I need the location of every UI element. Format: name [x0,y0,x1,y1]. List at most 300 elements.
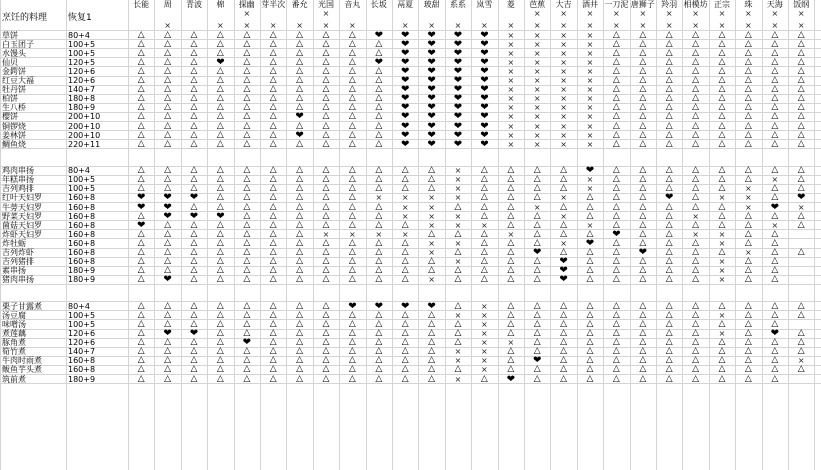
dish-name: 豚角煮 [2,338,26,348]
triangle-icon: △ [692,130,700,140]
triangle-icon: △ [322,30,330,40]
triangle-icon: △ [771,184,779,194]
triangle-icon: △ [428,338,436,348]
triangle-icon: △ [164,48,172,58]
triangle-icon: △ [164,30,172,40]
dish-name: 生八桥 [2,103,26,113]
triangle-icon: △ [718,374,726,384]
triangle-icon: △ [216,184,224,194]
cross-icon: × [454,175,462,185]
triangle-icon: △ [771,85,779,95]
cross-icon: × [586,220,594,230]
heart-icon: ❤ [401,121,410,131]
triangle-icon: △ [797,103,805,113]
empty-icon [366,9,392,18]
triangle-icon: △ [375,310,383,320]
triangle-icon: △ [322,94,330,104]
triangle-icon: △ [269,166,277,176]
triangle-icon: △ [507,257,515,267]
triangle-icon: △ [216,356,224,366]
triangle-icon: △ [322,175,330,185]
heart-icon: ❤ [453,85,463,95]
triangle-icon: △ [560,184,568,194]
triangle-icon: △ [718,202,726,212]
heart-icon: ❤ [585,166,595,176]
triangle-icon: △ [190,365,198,375]
triangle-icon: △ [137,112,145,122]
cross-icon: × [349,20,356,30]
triangle-icon: △ [348,57,356,67]
triangle-icon: △ [744,175,752,185]
triangle-icon: △ [216,329,224,338]
triangle-icon: △ [797,220,805,230]
cross-icon: × [507,130,515,140]
character-header: 大吉 [555,0,572,9]
triangle-icon: △ [137,39,145,49]
empty-icon [286,157,312,166]
triangle-icon: △ [533,211,541,221]
heart-icon: ❤ [348,301,357,311]
triangle-icon: △ [639,121,647,131]
triangle-icon: △ [348,338,356,348]
empty-icon [498,292,524,301]
triangle-icon: △ [797,248,805,258]
triangle-icon: △ [612,248,620,258]
triangle-icon: △ [401,248,409,258]
triangle-icon: △ [718,220,726,230]
character-header: 长能 [133,0,150,9]
triangle-icon: △ [348,85,356,95]
triangle-icon: △ [507,184,515,194]
heart-icon: ❤ [401,66,410,76]
triangle-icon: △ [190,257,198,267]
triangle-icon: △ [744,130,752,140]
triangle-icon: △ [243,94,251,104]
triangle-icon: △ [322,347,330,357]
triangle-icon: △ [375,248,383,258]
triangle-icon: △ [718,166,726,176]
triangle-icon: △ [771,76,779,86]
recover-value: 160+8 [68,193,96,203]
triangle-icon: △ [692,356,700,366]
cross-icon: × [560,112,567,122]
triangle-icon: △ [428,175,436,185]
triangle-icon: △ [612,166,620,176]
dish-name: 金鍔饼 [2,66,26,76]
triangle-icon: △ [164,39,172,49]
triangle-icon: △ [665,365,673,375]
triangle-icon: △ [164,238,172,248]
triangle-icon: △ [771,121,779,131]
cross-icon: × [560,76,567,86]
dish-name: 筑前煮 [2,374,26,384]
triangle-icon: △ [797,39,805,49]
cross-icon: × [586,121,594,131]
triangle-icon: △ [692,112,700,122]
heart-icon: ❤ [401,103,410,113]
heart-icon: ❤ [585,238,595,248]
triangle-icon: △ [137,238,145,248]
dish-name: 吉列猪排 [2,257,34,267]
triangle-icon: △ [771,66,779,76]
recover-value: 100+5 [68,48,96,58]
triangle-icon: △ [612,238,620,248]
triangle-icon: △ [243,121,251,131]
triangle-icon: △ [718,94,726,104]
cross-icon: × [586,85,594,95]
heart-icon: ❤ [453,76,463,86]
recover-value: 100+5 [68,310,96,320]
cross-icon: × [401,20,409,30]
triangle-icon: △ [190,39,198,49]
triangle-icon: △ [322,121,330,131]
triangle-icon: △ [348,30,356,40]
triangle-icon: △ [612,301,620,311]
triangle-icon: △ [296,166,304,176]
triangle-icon: △ [797,76,805,86]
triangle-icon: △ [797,112,805,122]
triangle-icon: △ [164,374,172,384]
triangle-icon: △ [428,310,436,320]
triangle-icon: △ [322,193,330,203]
triangle-icon: △ [507,365,515,375]
triangle-icon: △ [797,338,805,348]
triangle-icon: △ [216,85,224,95]
triangle-icon: △ [507,193,515,203]
cross-icon: × [745,20,752,30]
triangle-icon: △ [586,229,594,239]
triangle-icon: △ [216,30,224,40]
empty-icon [207,157,233,166]
heart-icon: ❤ [163,193,172,203]
cross-icon: × [560,193,567,203]
triangle-icon: △ [296,257,304,267]
triangle-icon: △ [216,229,224,239]
cross-icon: × [797,356,805,366]
cross-icon: × [481,365,488,375]
cross-icon: × [507,48,515,58]
triangle-icon: △ [243,301,251,311]
triangle-icon: △ [692,175,700,185]
triangle-icon: △ [692,301,700,311]
triangle-icon: △ [322,220,330,230]
triangle-icon: △ [296,238,304,248]
cross-icon: × [613,20,620,30]
triangle-icon: △ [322,103,330,113]
triangle-icon: △ [401,319,409,329]
triangle-icon: △ [216,275,224,285]
triangle-icon: △ [296,85,304,95]
cross-icon: × [560,20,567,30]
triangle-icon: △ [533,275,541,285]
triangle-icon: △ [665,76,673,86]
triangle-icon: △ [322,211,330,221]
dish-name: 年糕串扬 [2,175,34,185]
triangle-icon: △ [375,94,383,104]
cross-icon: × [560,238,567,248]
triangle-icon: △ [348,193,356,203]
triangle-icon: △ [744,229,752,239]
triangle-icon: △ [375,365,383,375]
cross-icon: × [507,20,515,30]
triangle-icon: △ [612,310,620,320]
empty-icon [154,292,180,301]
triangle-icon: △ [639,139,647,149]
triangle-icon: △ [216,48,224,58]
triangle-icon: △ [480,175,488,185]
triangle-icon: △ [322,112,330,122]
cross-icon: × [613,9,620,19]
triangle-icon: △ [665,257,673,267]
triangle-icon: △ [586,193,594,203]
triangle-icon: △ [375,139,383,149]
empty-icon [128,21,154,30]
triangle-icon: △ [692,94,700,104]
triangle-icon: △ [533,166,541,176]
triangle-icon: △ [692,202,700,212]
recover-value: 220+11 [68,139,101,149]
empty-icon [577,292,603,301]
empty-icon [128,9,154,18]
triangle-icon: △ [639,347,647,357]
recover-value: 160+8 [68,248,96,258]
triangle-icon: △ [190,112,198,122]
dish-name: 煮莲藕 [2,329,26,338]
triangle-icon: △ [507,248,515,258]
triangle-icon: △ [348,184,356,194]
cross-icon: × [428,275,435,285]
heart-icon: ❤ [638,248,647,258]
empty-icon [682,157,708,166]
cross-icon: × [507,30,515,40]
character-header: 菱 [506,0,515,9]
triangle-icon: △ [296,175,304,185]
triangle-icon: △ [375,211,383,221]
character-header: 珠 [744,0,753,9]
triangle-icon: △ [322,48,330,58]
triangle-icon: △ [639,329,647,338]
triangle-icon: △ [586,266,594,276]
recover-value: 100+5 [68,175,96,185]
dish-name: 水馒头 [2,48,26,58]
triangle-icon: △ [692,275,700,285]
triangle-icon: △ [612,85,620,95]
heart-icon: ❤ [401,139,410,149]
triangle-icon: △ [533,175,541,185]
triangle-icon: △ [375,103,383,113]
triangle-icon: △ [560,175,568,185]
triangle-icon: △ [243,374,251,384]
cross-icon: × [428,238,435,248]
triangle-icon: △ [612,184,620,194]
triangle-icon: △ [454,319,462,329]
triangle-icon: △ [375,202,383,212]
triangle-icon: △ [428,184,436,194]
triangle-icon: △ [612,30,620,40]
triangle-icon: △ [718,112,726,122]
triangle-icon: △ [216,248,224,258]
empty-icon [260,9,286,18]
triangle-icon: △ [137,338,145,348]
triangle-icon: △ [296,301,304,311]
triangle-icon: △ [665,48,673,58]
cross-icon: × [533,48,541,58]
triangle-icon: △ [612,365,620,375]
triangle-icon: △ [375,112,383,122]
triangle-icon: △ [665,130,673,140]
triangle-icon: △ [401,166,409,176]
cross-icon: × [745,248,752,258]
empty-icon [735,157,761,166]
triangle-icon: △ [797,139,805,149]
triangle-icon: △ [533,347,541,357]
dish-name: 栗子甘露煮 [2,301,42,311]
triangle-icon: △ [480,248,488,258]
cross-icon: × [586,57,594,67]
triangle-icon: △ [269,356,277,366]
triangle-icon: △ [348,275,356,285]
triangle-icon: △ [190,356,198,366]
heart-icon: ❤ [453,130,463,140]
triangle-icon: △ [454,338,462,348]
triangle-icon: △ [243,220,251,230]
triangle-icon: △ [718,211,726,221]
heart-icon: ❤ [427,57,436,67]
triangle-icon: △ [639,39,647,49]
triangle-icon: △ [744,310,752,320]
recover-value: 180+9 [68,103,96,113]
triangle-icon: △ [269,374,277,384]
triangle-icon: △ [612,257,620,267]
triangle-icon: △ [612,202,620,212]
recover-value: 200+10 [68,121,101,131]
triangle-icon: △ [744,76,752,86]
triangle-icon: △ [164,76,172,86]
cross-icon: × [401,202,409,212]
grid-line [0,148,821,149]
character-header: 一刀泥 [604,0,629,9]
triangle-icon: △ [190,319,198,329]
cross-icon: × [745,9,752,19]
heart-icon: ❤ [189,193,199,203]
triangle-icon: △ [216,130,224,140]
heart-icon: ❤ [480,39,489,49]
triangle-icon: △ [744,257,752,267]
triangle-icon: △ [296,275,304,285]
triangle-icon: △ [744,338,752,348]
cross-icon: × [692,9,699,19]
triangle-icon: △ [507,310,515,320]
triangle-icon: △ [718,365,726,375]
triangle-icon: △ [507,238,515,248]
triangle-icon: △ [243,257,251,267]
heart-icon: ❤ [427,30,436,40]
triangle-icon: △ [771,319,779,329]
heart-icon: ❤ [506,374,515,384]
heart-icon: ❤ [665,193,674,203]
triangle-icon: △ [771,257,779,267]
triangle-icon: △ [243,202,251,212]
triangle-icon: △ [612,121,620,131]
triangle-icon: △ [243,184,251,194]
cross-icon: × [454,220,462,230]
triangle-icon: △ [190,202,198,212]
triangle-icon: △ [164,310,172,320]
triangle-icon: △ [243,275,251,285]
triangle-icon: △ [243,48,251,58]
triangle-icon: △ [692,184,700,194]
triangle-icon: △ [348,211,356,221]
triangle-icon: △ [401,338,409,348]
empty-icon [524,292,550,301]
triangle-icon: △ [375,338,383,348]
triangle-icon: △ [269,193,277,203]
triangle-icon: △ [243,329,251,338]
triangle-icon: △ [665,301,673,311]
triangle-icon: △ [348,365,356,375]
dish-name: 味噌汤 [2,319,26,329]
recover-value: 160+8 [68,365,96,375]
triangle-icon: △ [269,220,277,230]
cross-icon: × [586,20,594,30]
empty-icon [313,292,339,301]
triangle-icon: △ [586,257,594,267]
triangle-icon: △ [665,166,673,176]
cross-icon: × [533,139,541,149]
cross-icon: × [533,66,541,76]
triangle-icon: △ [243,103,251,113]
empty-icon [128,292,154,301]
heart-icon: ❤ [163,329,172,338]
triangle-icon: △ [744,30,752,40]
triangle-icon: △ [639,266,647,276]
triangle-icon: △ [164,319,172,329]
triangle-icon: △ [718,347,726,357]
empty-icon [418,157,444,166]
triangle-icon: △ [639,229,647,239]
triangle-icon: △ [322,310,330,320]
cross-icon: × [797,9,805,19]
recover-value: 80+4 [68,30,90,40]
recover-value: 160+8 [68,238,96,248]
triangle-icon: △ [296,338,304,348]
triangle-icon: △ [164,229,172,239]
triangle-icon: △ [612,112,620,122]
triangle-icon: △ [243,347,251,357]
cross-icon: × [401,211,409,221]
triangle-icon: △ [507,329,515,338]
cross-icon: × [533,112,541,122]
triangle-icon: △ [665,229,673,239]
triangle-icon: △ [296,347,304,357]
triangle-icon: △ [718,66,726,76]
triangle-icon: △ [560,301,568,311]
triangle-icon: △ [137,76,145,86]
triangle-icon: △ [428,374,436,384]
triangle-icon: △ [269,130,277,140]
heart-icon: ❤ [453,57,463,67]
triangle-icon: △ [692,338,700,348]
heart-icon: ❤ [163,275,172,285]
heart-icon: ❤ [453,103,463,113]
triangle-icon: △ [348,266,356,276]
triangle-icon: △ [137,103,145,113]
triangle-icon: △ [348,202,356,212]
heart-icon: ❤ [453,139,463,149]
triangle-icon: △ [692,329,700,338]
triangle-icon: △ [164,301,172,311]
cross-icon: × [481,220,488,230]
